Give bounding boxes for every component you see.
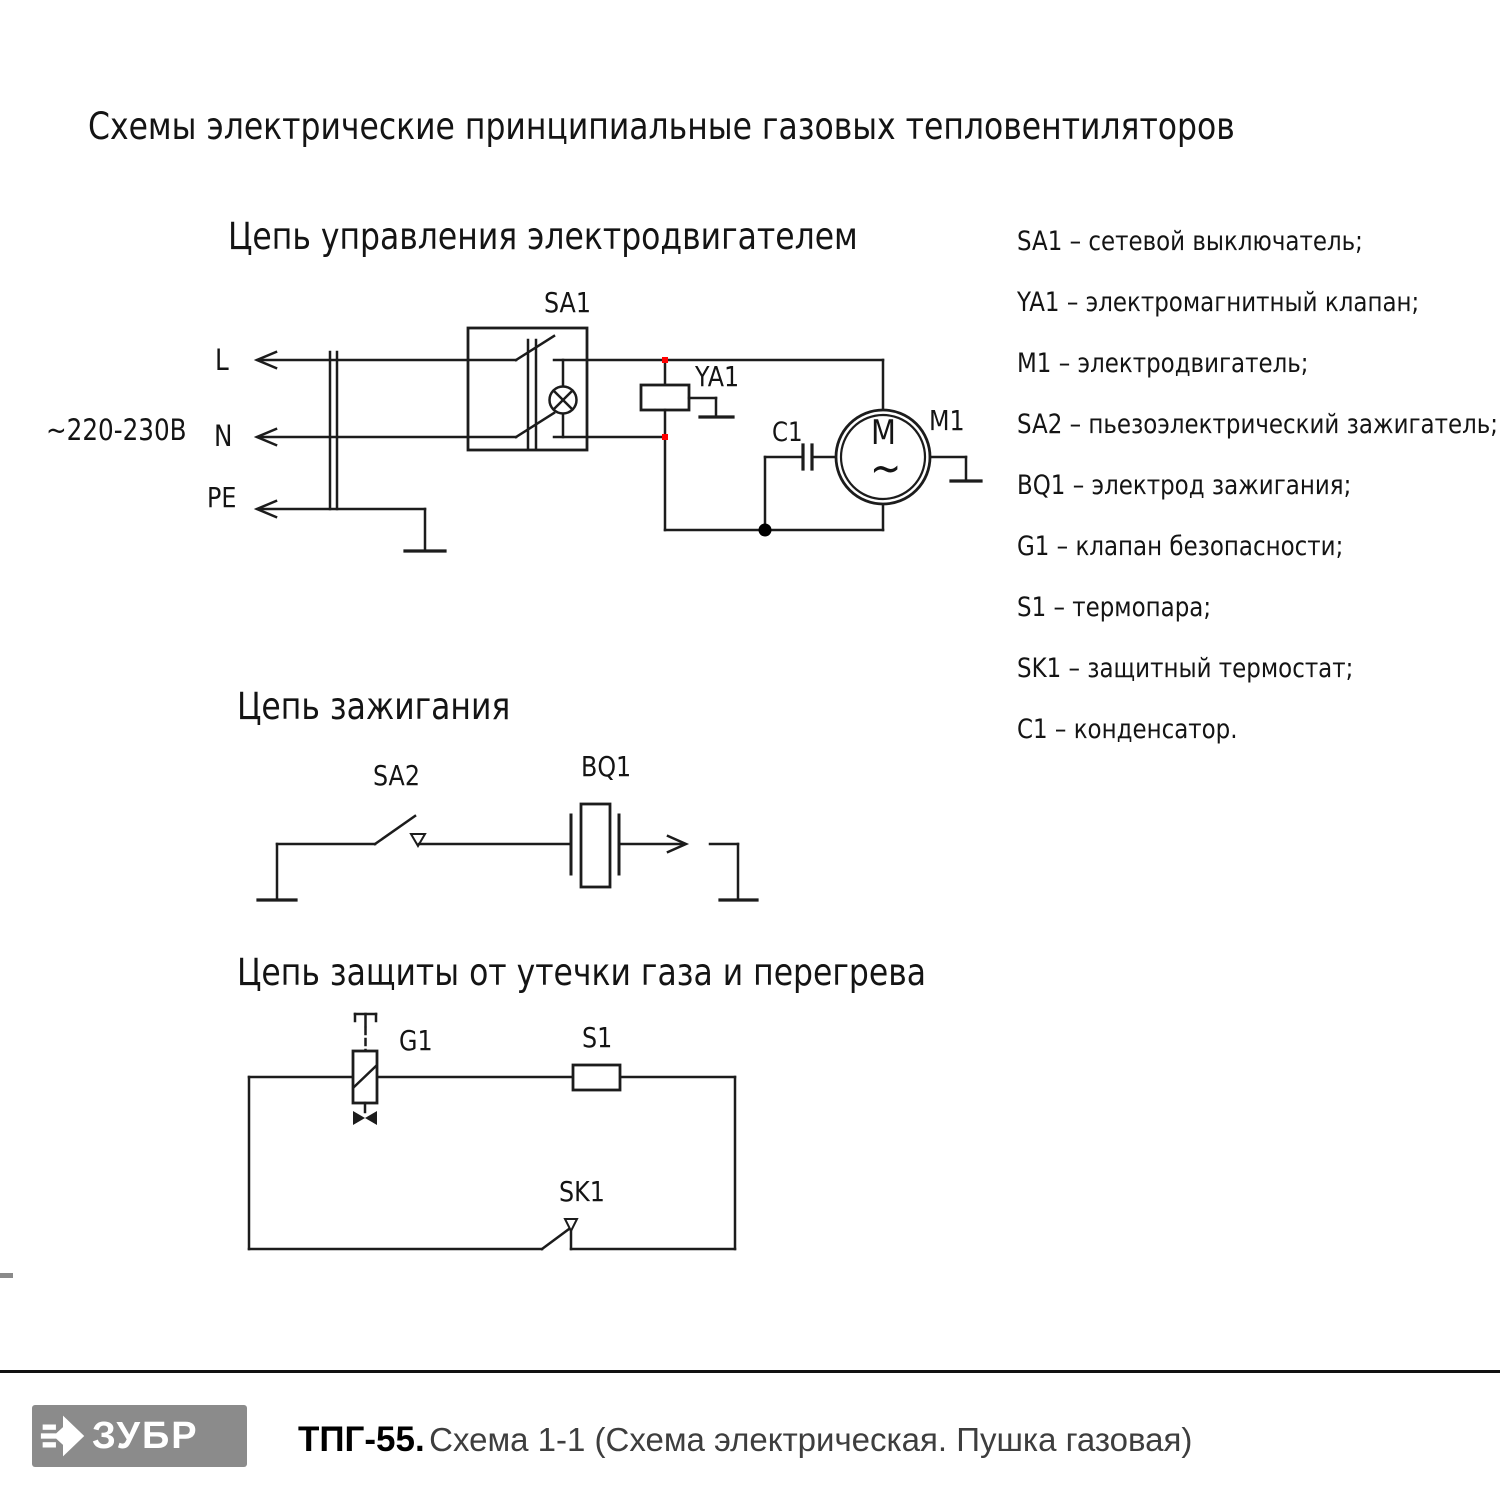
sa2-label: SA2 xyxy=(373,759,420,792)
g1-valve-symbol xyxy=(353,1014,377,1125)
terminal-l-label: L xyxy=(215,343,229,377)
ya1-label: YA1 xyxy=(695,360,740,393)
junction-red-dot xyxy=(662,434,668,440)
motor-sine-label: ~ xyxy=(870,443,902,494)
arrow-left-icon xyxy=(257,352,276,517)
sa1-switch-symbol xyxy=(468,328,587,450)
voltage-label: ~220-230В xyxy=(46,413,187,447)
terminal-n-label: N xyxy=(214,419,233,453)
protection-circuit xyxy=(249,1014,735,1249)
zubr-arrow-icon xyxy=(40,1413,86,1459)
ignition-circuit xyxy=(258,804,757,900)
zubr-logo xyxy=(32,1405,247,1467)
scheme-caption: Схема 1-1 (Схема электрическая. Пушка газовая) xyxy=(429,1421,1193,1458)
junction-dot xyxy=(759,524,772,537)
legend-item: BQ1 – электрод зажигания; xyxy=(1017,470,1352,501)
sa1-label: SA1 xyxy=(544,286,591,319)
s1-label: S1 xyxy=(582,1021,613,1054)
bq1-piezo-symbol xyxy=(571,804,619,887)
sa2-switch-symbol xyxy=(375,816,425,846)
lamp-icon xyxy=(550,387,577,414)
terminal-pe-label: PE xyxy=(207,481,237,514)
legend-item: SA2 – пьезоэлектрический зажигатель; xyxy=(1017,409,1499,440)
bq1-label: BQ1 xyxy=(581,750,632,783)
model-label: ТПГ-55. xyxy=(298,1420,425,1459)
legend-item: C1 – конденсатор. xyxy=(1017,714,1238,745)
legend-item: M1 – электродвигатель; xyxy=(1017,348,1309,379)
legend-item: S1 – термопара; xyxy=(1017,592,1212,623)
s1-thermocouple-symbol xyxy=(573,1065,620,1090)
section-title-ignition: Цепь зажигания xyxy=(237,685,511,728)
section-title-motor-control: Цепь управления электродвигателем xyxy=(228,215,858,258)
junction-red-dot xyxy=(662,357,668,363)
edge-artifact-dash xyxy=(0,1273,13,1278)
legend-item: G1 – клапан безопасности; xyxy=(1017,531,1344,562)
section-title-protection: Цепь защиты от утечки газа и перегрева xyxy=(237,951,927,994)
right-ground-icon xyxy=(710,844,757,900)
brand-name: ЗУБР xyxy=(92,1414,199,1457)
c1-label: C1 xyxy=(772,417,803,448)
c1-capacitor-symbol xyxy=(765,445,837,530)
sk1-thermostat-symbol xyxy=(542,1219,577,1249)
legend-item: SA1 – сетевой выключатель; xyxy=(1017,226,1363,257)
footer-separator xyxy=(0,1370,1500,1373)
g1-label: G1 xyxy=(399,1024,433,1057)
sk1-label: SK1 xyxy=(559,1175,605,1208)
motor-letter-label: M xyxy=(871,413,896,453)
page-title: Схемы электрические принципиальные газовых тепловентиляторов xyxy=(88,105,1235,148)
pe-ground-icon xyxy=(405,509,445,551)
cable-marker xyxy=(330,352,337,509)
footer-caption xyxy=(298,1420,1192,1460)
legend-item: SK1 – защитный термостат; xyxy=(1017,653,1354,684)
m1-label: M1 xyxy=(929,404,965,437)
legend-item: YA1 – электромагнитный клапан; xyxy=(1017,287,1420,318)
left-ground-icon xyxy=(258,844,296,900)
